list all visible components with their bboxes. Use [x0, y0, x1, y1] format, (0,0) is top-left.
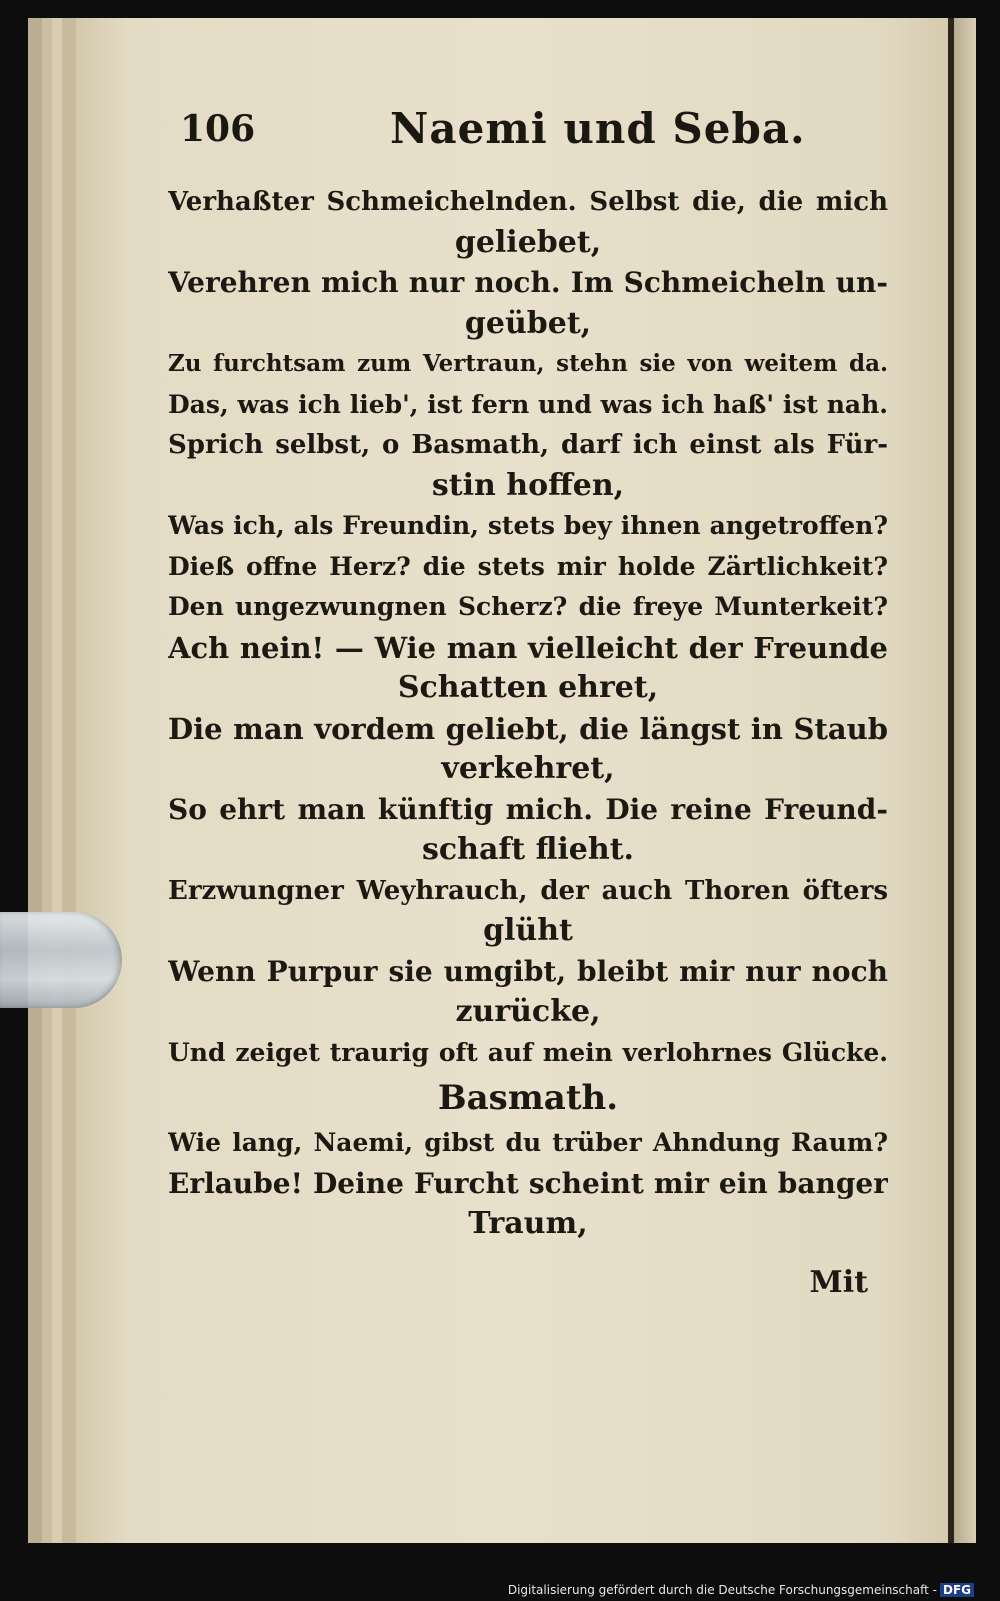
- verse-line: Verhaßter Schmeichelnden. Selbst die, die mich: [168, 187, 888, 217]
- verse-line: Und zeiget traurig oft auf mein verlohrnes Glücke.: [168, 1037, 888, 1067]
- verse-continuation: schaft flieht.: [421, 832, 635, 867]
- page-number: 106: [180, 108, 256, 150]
- page-header: [180, 104, 880, 164]
- opposite-page-edge: [954, 18, 976, 1543]
- verse-line: Wie lang, Naemi, gibst du trüber Ahndung Raum?: [168, 1128, 888, 1157]
- credit-text: Digitalisierung gefördert durch die Deutsche Forschungsgemeinschaft -: [507, 1583, 937, 1597]
- verse-line: Ach nein! — Wie man vielleicht der Freunde: [168, 630, 888, 665]
- verse-line: Erlaube! Deine Furcht scheint mir ein banger: [168, 1166, 888, 1200]
- page-stack-edge: [52, 18, 62, 1543]
- running-title: Naemi und Seba.: [390, 104, 806, 153]
- verse-continuation: Traum,: [468, 1206, 588, 1241]
- verse-line: Die man vordem geliebt, die längst in Staub: [168, 711, 888, 746]
- verse-continuation: stin hoffen,: [431, 467, 625, 503]
- page-stack-edge: [28, 18, 42, 1543]
- verse-line: Das, was ich lieb', ist fern und was ich haß' ist nah.: [168, 389, 888, 419]
- verse-line: Dieß offne Herz? die stets mir holde Zärtlichkeit?: [168, 551, 888, 581]
- verse-continuation: geübet,: [464, 305, 592, 341]
- verse-line: Den ungezwungnen Scherz? die freye Munterkeit?: [168, 592, 888, 621]
- digitization-credit: [508, 1583, 974, 1597]
- verse-continuation: zurücke,: [455, 994, 601, 1029]
- page-stack-edge: [62, 18, 76, 1543]
- dfg-logo: DFG: [940, 1583, 974, 1597]
- speaker-name: Basmath.: [437, 1078, 619, 1118]
- verse-line: Erzwungner Weyhrauch, der auch Thoren öfters: [168, 875, 888, 906]
- verse-continuation: glüht: [483, 913, 573, 948]
- verse-line: Sprich selbst, o Basmath, darf ich einst als Für-: [168, 430, 888, 460]
- verse-continuation: Schatten ehret,: [397, 670, 659, 705]
- page-clip: [0, 912, 122, 1008]
- page-stack-edge: [42, 18, 52, 1543]
- verse-line: Zu furchtsam zum Vertraun, stehn sie von weitem da.: [168, 350, 888, 377]
- verse-line: So ehrt man künftig mich. Die reine Freund-: [168, 792, 888, 826]
- verse-line: Was ich, als Freundin, stets bey ihnen angetroffen?: [168, 511, 888, 540]
- verse-continuation: geliebet,: [454, 224, 602, 260]
- verse-line: Verehren mich nur noch. Im Schmeicheln un-: [168, 266, 888, 299]
- text-block: [168, 182, 888, 1303]
- verse-line: Wenn Purpur sie umgibt, bleibt mir nur noch: [168, 954, 888, 988]
- verse-continuation: verkehret,: [441, 751, 615, 786]
- catchword: Mit: [809, 1264, 868, 1300]
